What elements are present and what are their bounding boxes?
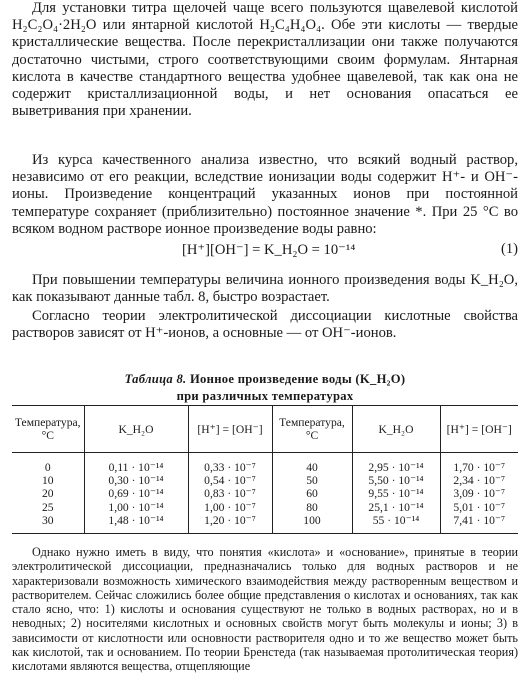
table-cell: 7,41 · 10⁻⁷ — [440, 514, 518, 534]
paragraph-bronsted-theory: Однако нужно иметь в виду, что понятия «кислота» и «основание», принятые в теории электролитической диссоциации, предназначались только для водных растворов и не характеризовали возможность химического взаимодействия между растворенным веществом и растворителем. Сейчас сложились более общие представления о кислотах и основаниях, так как стало ясно, что: 1) кислоты и основания существуют не только в водных растворах, но и в неводных; 2) носителями кислотных и основных свойств могут быть молекулы и ионы; 3) в зависимости от кислотности или основности растворителя одно и то же вещество может быть как кислотой, так и основанием. По теории Бренстеда (так называемая протолитическая теория) кислотами являются вещества, отщепляющие — [12, 545, 518, 674]
table-cell: 1,20 · 10⁻⁷ — [188, 514, 272, 534]
table-caption-line2: при различных температурах — [176, 389, 354, 403]
table-cell: 60 — [272, 487, 352, 500]
table-cell: 0,83 · 10⁻⁷ — [188, 487, 272, 500]
table-cell: 9,55 · 10⁻¹⁴ — [352, 487, 440, 500]
table-cell: 1,00 · 10⁻¹⁴ — [84, 501, 188, 514]
table-caption-title: Ионное произведение воды (K_H₂O) — [189, 372, 406, 386]
table-cell: 50 — [272, 474, 352, 487]
table-cell: 40 — [272, 453, 352, 475]
table-cell: 80 — [272, 501, 352, 514]
table-row — [12, 453, 518, 475]
ionic-product-table — [12, 405, 518, 534]
table-cell: 1,48 · 10⁻¹⁴ — [84, 514, 188, 534]
table-cell: 25,1 · 10⁻¹⁴ — [352, 501, 440, 514]
header-ion-conc-2: [H⁺] = [OH⁻] — [440, 406, 518, 453]
table-cell: 0,11 · 10⁻¹⁴ — [84, 453, 188, 475]
equation-number: (1) — [500, 241, 518, 257]
header-kw-2: K_H₂O — [352, 406, 440, 453]
table-cell: 100 — [272, 514, 352, 534]
table-cell: 30 — [12, 514, 84, 534]
header-temperature-1: Температура, °С — [12, 406, 84, 453]
paragraph-dissociation-theory: Согласно теории электролитической диссоциации кислотные свойства растворов зависят от H⁺-ионов, а основные — от OH⁻-ионов. — [12, 308, 518, 342]
table-cell: 2,34 · 10⁻⁷ — [453, 474, 506, 488]
table-cell: 1,00 · 10⁻⁷ — [188, 501, 272, 514]
equation-ionic-product — [12, 239, 518, 263]
table-cell: 25 — [12, 501, 84, 514]
table-cell: 0,30 · 10⁻¹⁴ — [84, 474, 188, 487]
table-row — [12, 487, 518, 500]
table-row — [12, 514, 518, 534]
table-cell: 5,50 · 10⁻¹⁴ — [352, 474, 440, 487]
paragraph-temperature: При повышении температуры величина ионного произведения воды K_H₂O, как показывают данные табл. 8, быстро возрастает. — [12, 272, 518, 306]
table-cell: 55 · 10⁻¹⁴ — [352, 514, 440, 534]
table-cell: 0,54 · 10⁻⁷ — [188, 474, 272, 487]
table-header-row — [12, 406, 518, 453]
table-cell: 10 — [12, 474, 84, 487]
table-cell: 0,69 · 10⁻¹⁴ — [84, 487, 188, 500]
table-cell: 5,01 · 10⁻⁷ — [453, 500, 506, 514]
table-cell: 2,95 · 10⁻¹⁴ — [352, 453, 440, 475]
table-caption-label: Таблица 8. — [124, 372, 187, 386]
table-cell: 3,09 · 10⁻⁷ — [453, 487, 506, 501]
table-cell: 20 — [12, 487, 84, 500]
paragraph-titrant-acids: Для установки титра щелочей чаще всего пользуются щавелевой кислотой H₂C₂O₄·2H₂O или янтарной кислотой H₂C₄H₄O₄. Обе эти кислоты — твердые кристаллические вещества. После перекристаллизации они также получаются достаточно чистыми, строго соответствующими своим формулам. Янтарная кислота в качестве стандартного вещества удобнее щавелевой, так как она не содержит кристаллизационной воды, и нет основания опасаться ее выветривания при хранении. — [12, 0, 518, 120]
header-kw-1: K_H₂O — [84, 406, 188, 453]
table-cell: 1,70 · 10⁻⁷ — [453, 461, 506, 474]
table-row — [12, 474, 518, 487]
header-temperature-2: Температура, °С — [272, 406, 352, 453]
table-cell: 0 — [12, 453, 84, 475]
equation-formula: [H⁺][OH⁻] = K_H₂O = 10⁻¹⁴ — [182, 242, 356, 258]
paragraph-ionic-product: Из курса качественного анализа известно, что всякий водный раствор, независимо от его реакции, вследствие ионизации воды содержит H⁺- и OH⁻-ионы. Произведение концентраций указанных ионов при постоянной температуре сохраняет (приблизительно) постоянное значение *. При 25 °С во всяком водном растворе ионное произведение воды равно: — [12, 152, 518, 237]
header-ion-conc-1: [H⁺] = [OH⁻] — [188, 406, 272, 453]
table-cell: 0,33 · 10⁻⁷ — [188, 453, 272, 475]
table-row — [12, 501, 518, 514]
table-caption — [12, 371, 518, 405]
